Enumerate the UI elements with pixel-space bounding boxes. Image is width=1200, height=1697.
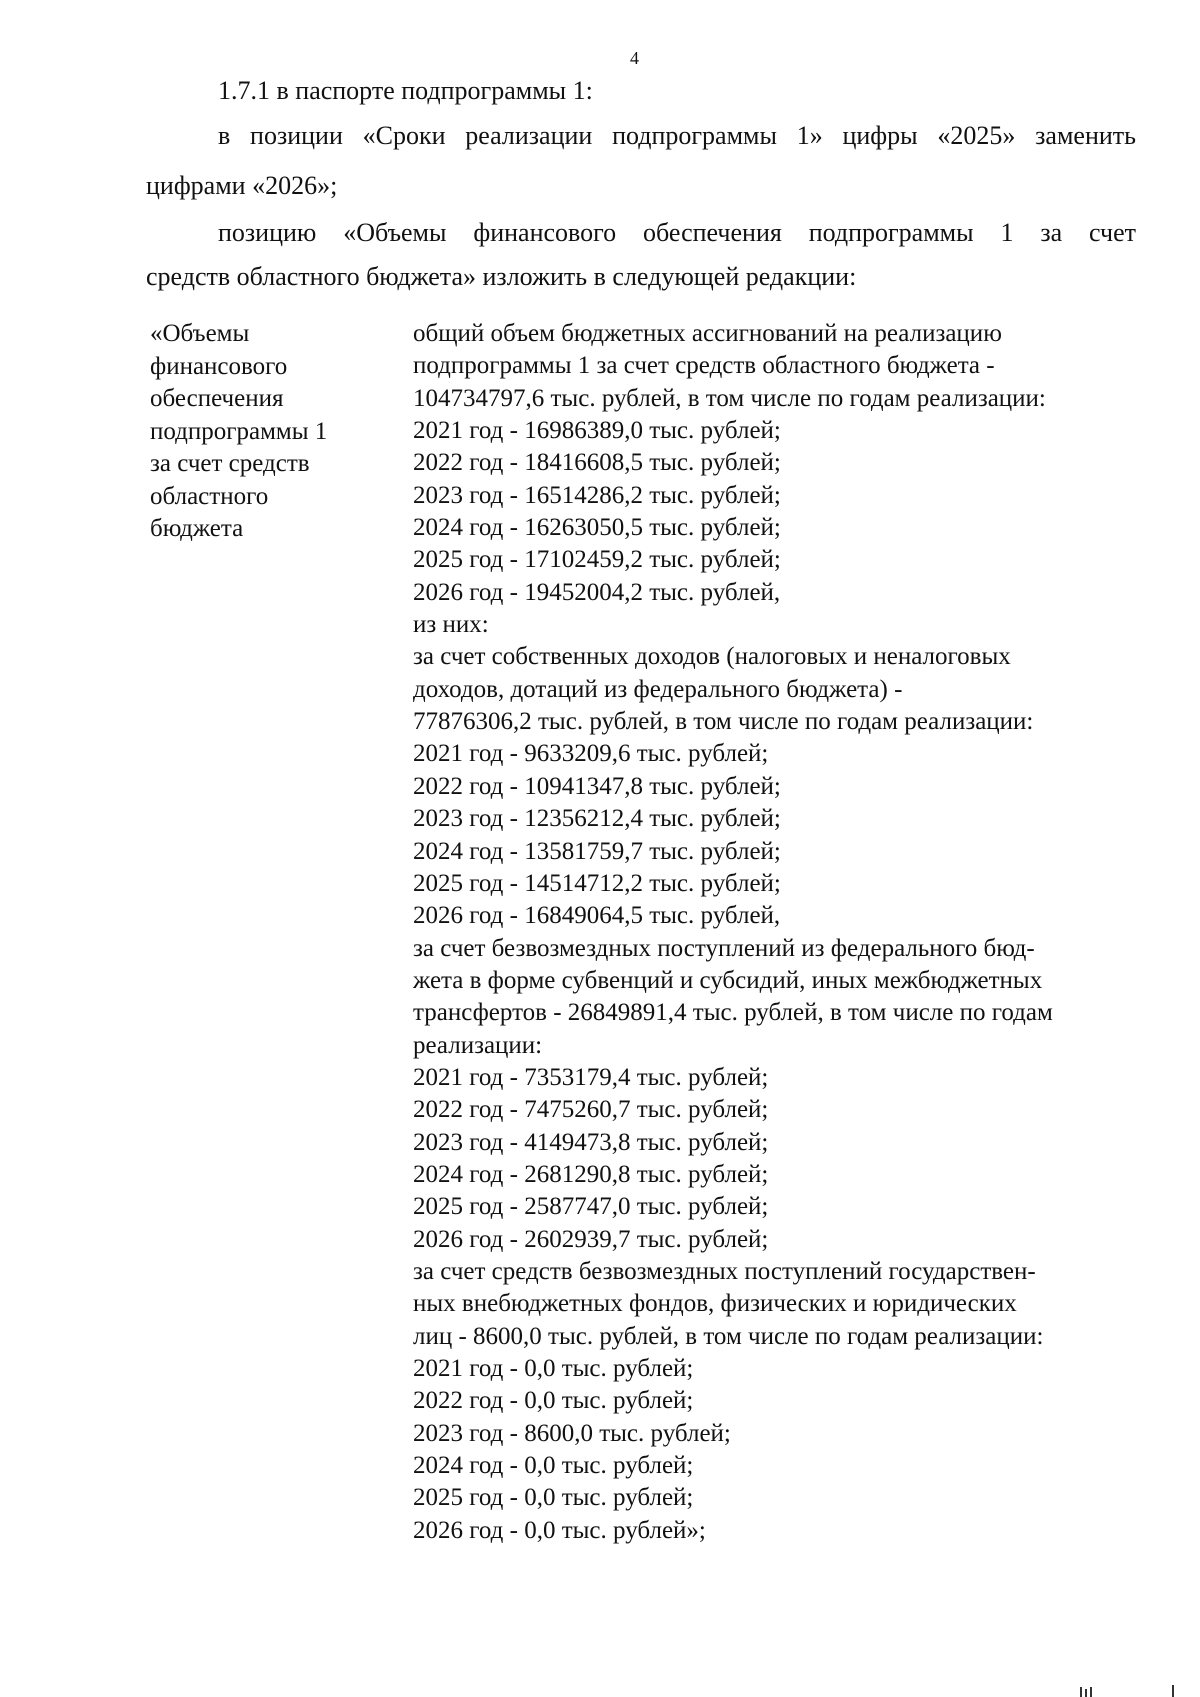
- content-line: 2025 год - 14514712,2 тыс. рублей;: [413, 869, 781, 897]
- position-content-column: [413, 318, 1153, 1547]
- content-line: из них:: [413, 611, 489, 639]
- position-title-column: [150, 318, 380, 546]
- content-line: за счет безвозмездных поступлений из федерального бюд-: [413, 934, 1035, 962]
- title-line: подпрограммы 1: [150, 417, 328, 445]
- content-line: 2025 год - 2587747,0 тыс. рублей;: [413, 1193, 769, 1221]
- content-line: подпрограммы 1 за счет средств областного бюджета -: [413, 352, 995, 380]
- content-line: лиц - 8600,0 тыс. рублей, в том числе по годам реализации:: [413, 1322, 1044, 1350]
- intro-line-3: цифрами «2026»;: [146, 171, 338, 200]
- content-line: 2023 год - 12356212,4 тыс. рублей;: [413, 805, 781, 833]
- content-line: реализации:: [413, 1031, 543, 1059]
- intro-line-2: в позиции «Сроки реализации подпрограммы 1» цифры «2025» заменить: [218, 121, 1136, 150]
- content-line: 2024 год - 13581759,7 тыс. рублей;: [413, 837, 781, 865]
- content-line: 2024 год - 0,0 тыс. рублей;: [413, 1452, 694, 1480]
- content-line: доходов, дотаций из федерального бюджета) -: [413, 675, 903, 703]
- scan-mark: [1080, 1687, 1082, 1697]
- title-line: областного: [150, 482, 269, 510]
- content-line: 2026 год - 16849064,5 тыс. рублей,: [413, 902, 781, 930]
- content-line: 2026 год - 2602939,7 тыс. рублей;: [413, 1225, 769, 1253]
- content-line: 2021 год - 7353179,4 тыс. рублей;: [413, 1063, 769, 1091]
- content-line: жета в форме субвенций и субсидий, иных межбюджетных: [413, 966, 1043, 994]
- title-line: обеспечения: [150, 385, 284, 412]
- content-line: 2026 год - 19452004,2 тыс. рублей,: [413, 578, 781, 606]
- content-line: 2024 год - 16263050,5 тыс. рублей;: [413, 514, 781, 542]
- title-line: бюджета: [150, 515, 244, 542]
- content-line: ных внебюджетных фондов, физических и юридических: [413, 1290, 1017, 1318]
- content-line: 2024 год - 2681290,8 тыс. рублей;: [413, 1160, 769, 1188]
- content-line: 2022 год - 18416608,5 тыс. рублей;: [413, 449, 781, 477]
- content-line: 77876306,2 тыс. рублей, в том числе по годам реализации:: [413, 708, 1034, 736]
- scan-mark: [1172, 1685, 1174, 1697]
- page-number: 4: [630, 48, 639, 68]
- content-line: 2021 год - 0,0 тыс. рублей;: [413, 1355, 694, 1382]
- content-line: 2021 год - 16986389,0 тыс. рублей;: [413, 417, 781, 445]
- content-line: 2021 год - 9633209,6 тыс. рублей;: [413, 740, 769, 768]
- title-line: за счет средств: [150, 450, 310, 477]
- intro-line-5: средств областного бюджета» изложить в следующей редакции:: [146, 262, 857, 291]
- content-line: 2022 год - 0,0 тыс. рублей;: [413, 1387, 694, 1415]
- content-line: 2026 год - 0,0 тыс. рублей»;: [413, 1516, 706, 1544]
- scan-mark: [1085, 1689, 1087, 1697]
- content-line: 2023 год - 16514286,2 тыс. рублей;: [413, 481, 781, 509]
- content-line: 2025 год - 17102459,2 тыс. рублей;: [413, 546, 781, 574]
- scan-mark: [1090, 1687, 1092, 1697]
- content-line: 2022 год - 7475260,7 тыс. рублей;: [413, 1096, 769, 1124]
- intro-line-4: позицию «Объемы финансового обеспечения подпрограммы 1 за счет: [218, 218, 1136, 247]
- title-line: «Объемы: [150, 320, 250, 347]
- content-line: 2023 год - 4149473,8 тыс. рублей;: [413, 1128, 769, 1156]
- content-line: за счет собственных доходов (налоговых и неналоговых: [413, 643, 1011, 671]
- content-line: 104734797,6 тыс. рублей, в том числе по годам реализации:: [413, 384, 1046, 412]
- title-line: финансового: [150, 352, 288, 380]
- content-line: за счет средств безвозмездных поступлений государствен-: [413, 1257, 1036, 1285]
- intro-line-1: 1.7.1 в паспорте подпрограммы 1:: [218, 76, 593, 105]
- content-line: 2023 год - 8600,0 тыс. рублей;: [413, 1419, 731, 1447]
- content-line: общий объем бюджетных ассигнований на реализацию: [413, 320, 1002, 347]
- content-line: 2025 год - 0,0 тыс. рублей;: [413, 1484, 694, 1512]
- content-line: трансфертов - 26849891,4 тыс. рублей, в том числе по годам: [413, 999, 1053, 1027]
- content-line: 2022 год - 10941347,8 тыс. рублей;: [413, 772, 781, 800]
